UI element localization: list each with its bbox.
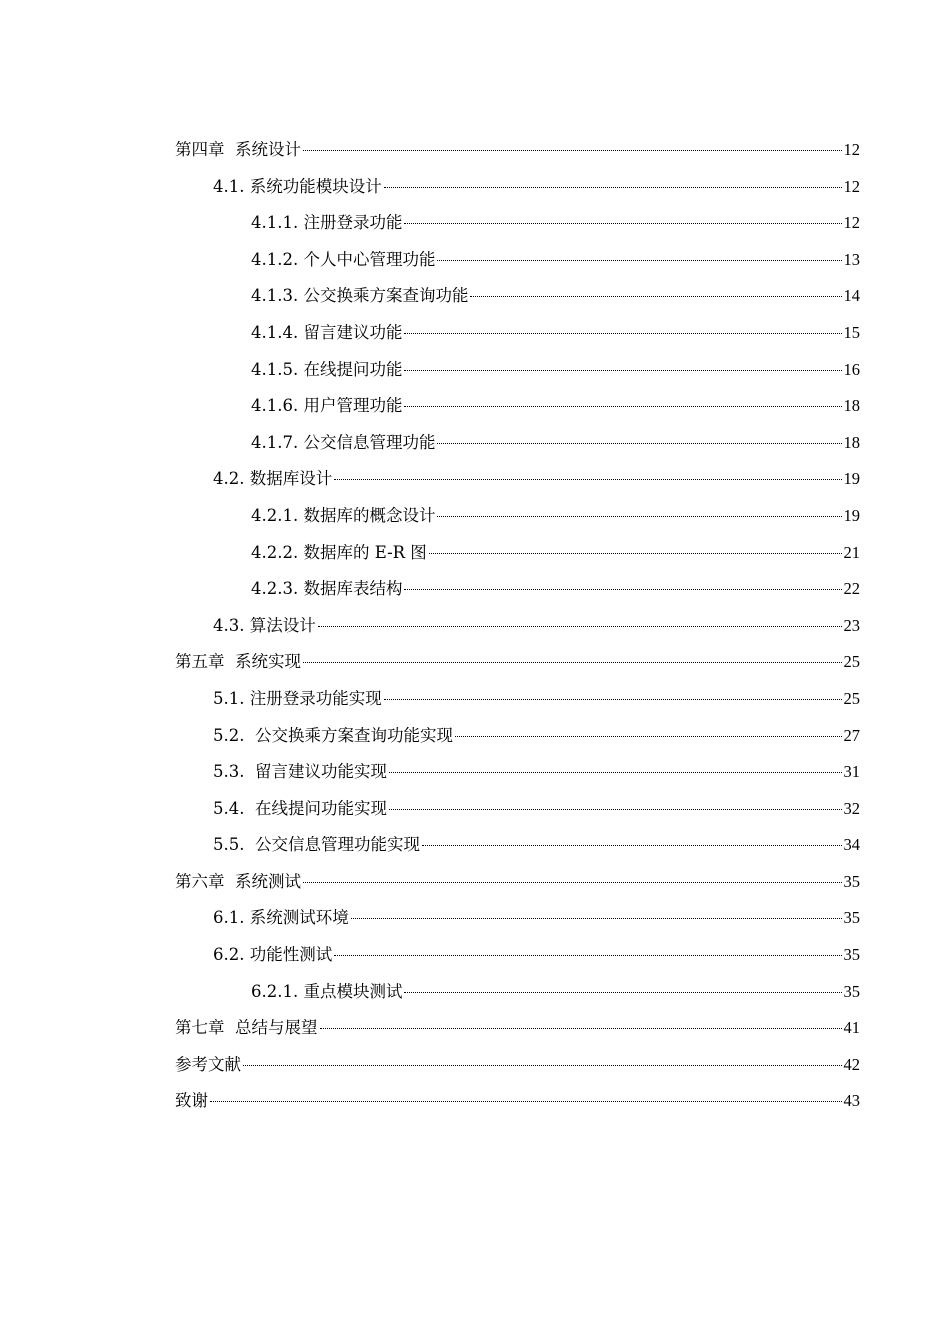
toc-entry-page-number: 12 — [843, 213, 860, 233]
toc-entry-title: 5.4. 在线提问功能实现 — [213, 798, 387, 818]
toc-entry-page-number: 19 — [843, 505, 860, 525]
toc-entry[interactable] — [175, 974, 860, 1011]
toc-entry-page-number: 16 — [843, 359, 860, 379]
toc-entry-page-number: 21 — [843, 542, 860, 562]
toc-entry-title: 5.1. 注册登录功能实现 — [213, 688, 382, 708]
dot-leader — [404, 332, 841, 334]
toc-entry[interactable] — [175, 352, 860, 389]
dot-leader — [303, 149, 842, 151]
toc-entry-title: 4.1.6. 用户管理功能 — [251, 396, 403, 416]
toc-entry-title: 4.2.3. 数据库表结构 — [251, 579, 403, 599]
toc-entry[interactable] — [175, 388, 860, 425]
toc-entry-title: 6.2.1. 重点模块测试 — [251, 981, 403, 1001]
toc-entry-title: 4.2.2. 数据库的 E-R 图 — [251, 542, 427, 562]
toc-entry-page-number: 23 — [843, 615, 860, 635]
toc-entry[interactable] — [175, 132, 860, 169]
toc-entry-page-number: 18 — [843, 396, 860, 416]
toc-entry-page-number: 27 — [843, 725, 860, 745]
toc-entry-page-number: 13 — [843, 249, 860, 269]
toc-entry[interactable] — [175, 498, 860, 535]
toc-entry-title: 4.1.7. 公交信息管理功能 — [251, 432, 436, 452]
dot-leader — [404, 369, 841, 371]
toc-entry[interactable] — [175, 1010, 860, 1047]
toc-entry-title: 4.1. 系统功能模块设计 — [213, 176, 382, 196]
toc-entry[interactable] — [175, 535, 860, 572]
toc-entry[interactable] — [175, 644, 860, 681]
dot-leader — [470, 295, 841, 297]
toc-entry[interactable] — [175, 1083, 860, 1120]
toc-entry-page-number: 22 — [843, 579, 860, 599]
dot-leader — [243, 1064, 842, 1066]
dot-leader — [404, 588, 841, 590]
dot-leader — [404, 991, 841, 993]
toc-entry[interactable] — [175, 425, 860, 462]
toc-entry[interactable] — [175, 681, 860, 718]
toc-entry[interactable] — [175, 937, 860, 974]
dot-leader — [389, 808, 842, 810]
dot-leader — [384, 186, 842, 188]
dot-leader — [429, 552, 842, 554]
toc-entry-title: 4.2.1. 数据库的概念设计 — [251, 505, 436, 525]
toc-entry-title: 4.3. 算法设计 — [213, 615, 316, 635]
toc-entry-page-number: 35 — [843, 981, 860, 1001]
dot-leader — [320, 1027, 842, 1029]
dot-leader — [334, 954, 841, 956]
toc-entry-title: 4.1.1. 注册登录功能 — [251, 213, 403, 233]
toc-entry-title: 5.5. 公交信息管理功能实现 — [213, 835, 420, 855]
toc-entry[interactable] — [175, 608, 860, 645]
toc-entry[interactable] — [175, 754, 860, 791]
toc-entry[interactable] — [175, 571, 860, 608]
toc-entry-page-number: 12 — [843, 140, 860, 159]
toc-entry-title: 6.2. 功能性测试 — [213, 945, 333, 965]
toc-entry[interactable] — [175, 827, 860, 864]
toc-entry-page-number: 12 — [843, 176, 860, 196]
toc-entry-page-number: 42 — [843, 1054, 860, 1074]
toc-entry[interactable] — [175, 278, 860, 315]
dot-leader — [437, 259, 841, 261]
toc-entry-page-number: 34 — [843, 835, 860, 855]
toc-entry-title: 6.1. 系统测试环境 — [213, 908, 349, 928]
toc-entry[interactable] — [175, 900, 860, 937]
toc-entry-page-number: 15 — [843, 322, 860, 342]
toc-entry-page-number: 35 — [843, 871, 860, 891]
toc-entry-title: 4.1.3. 公交换乘方案查询功能 — [251, 286, 469, 306]
toc-entry-page-number: 35 — [843, 945, 860, 965]
dot-leader — [437, 515, 841, 517]
toc-entry-page-number: 25 — [843, 688, 860, 708]
toc-entry-page-number: 25 — [843, 652, 860, 672]
toc-entry-page-number: 32 — [843, 798, 860, 818]
toc-entry[interactable] — [175, 791, 860, 828]
toc-entry[interactable] — [175, 864, 860, 901]
toc-entry-title: 4.2. 数据库设计 — [213, 469, 333, 489]
toc-entry-title: 致谢 — [175, 1091, 208, 1111]
dot-leader — [210, 1100, 842, 1102]
dot-leader — [404, 405, 841, 407]
toc-entry[interactable] — [175, 315, 860, 352]
toc-entry-page-number: 31 — [843, 762, 860, 782]
toc-entry-page-number: 35 — [843, 908, 860, 928]
dot-leader — [303, 661, 842, 663]
dot-leader — [389, 771, 842, 773]
dot-leader — [334, 478, 841, 480]
toc-entry-title: 4.1.2. 个人中心管理功能 — [251, 249, 436, 269]
toc-entry[interactable] — [175, 461, 860, 498]
toc-entry-title: 4.1.5. 在线提问功能 — [251, 359, 403, 379]
toc-entry-title: 第四章 系统设计 — [175, 140, 301, 159]
dot-leader — [437, 442, 841, 444]
toc-entry-page-number: 19 — [843, 469, 860, 489]
toc-entry-page-number: 43 — [843, 1091, 860, 1111]
toc-entry-page-number: 41 — [843, 1018, 860, 1038]
toc-entry[interactable] — [175, 242, 860, 279]
dot-leader — [318, 625, 842, 627]
toc-entry[interactable] — [175, 205, 860, 242]
toc-entry-page-number: 18 — [843, 432, 860, 452]
dot-leader — [404, 222, 841, 224]
toc-entry-title: 5.2. 公交换乘方案查询功能实现 — [213, 725, 453, 745]
dot-leader — [351, 917, 842, 919]
toc-entry[interactable] — [175, 169, 860, 206]
toc-entry-title: 5.3. 留言建议功能实现 — [213, 762, 387, 782]
toc-entry-title: 参考文献 — [175, 1054, 241, 1074]
toc-entry-title: 第六章 系统测试 — [175, 871, 301, 891]
dot-leader — [384, 698, 842, 700]
toc-entry-title: 第五章 系统实现 — [175, 652, 301, 672]
toc-entry[interactable] — [175, 718, 860, 755]
toc-entry-page-number: 14 — [843, 286, 860, 306]
table-of-contents — [175, 132, 860, 1120]
dot-leader — [422, 844, 842, 846]
toc-entry[interactable] — [175, 1047, 860, 1084]
dot-leader — [303, 881, 842, 883]
toc-entry-title: 第七章 总结与展望 — [175, 1018, 318, 1038]
toc-entry-title: 4.1.4. 留言建议功能 — [251, 322, 403, 342]
dot-leader — [455, 735, 842, 737]
